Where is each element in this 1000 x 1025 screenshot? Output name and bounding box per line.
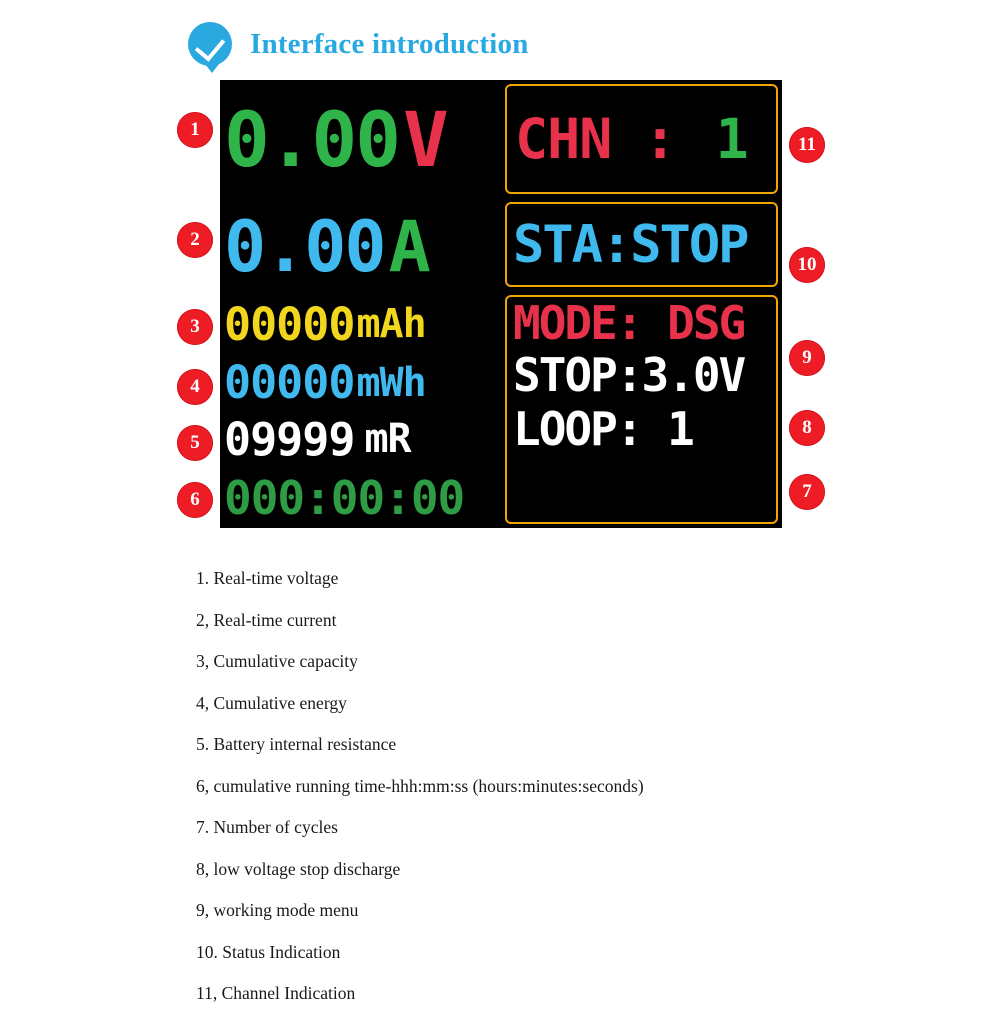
list-item: 8, low voltage stop discharge <box>196 858 401 879</box>
callout-6: 6 <box>177 482 213 518</box>
mode-line: MODE: DSG <box>513 296 745 350</box>
energy-value: 00000 <box>224 356 355 409</box>
list-item: 3, Cumulative capacity <box>196 651 358 671</box>
voltage-readout <box>220 80 503 200</box>
settings-box <box>505 295 778 524</box>
voltage-unit: V <box>403 95 447 184</box>
capacity-value: 00000 <box>224 297 355 351</box>
resistance-readout <box>220 410 503 468</box>
list-item: 5. Battery internal resistance <box>196 734 397 754</box>
voltage-value: 0.00 <box>224 95 400 184</box>
list-item: 6, cumulative running time-hhh:mm:ss (hours:minutes:seconds) <box>196 775 644 796</box>
section-header <box>188 22 529 66</box>
channel-value: 1 <box>715 107 748 171</box>
runtime-readout: 000:00:00 <box>224 471 465 525</box>
resistance-unit: mR <box>364 416 411 462</box>
status-box: STA:STOP <box>505 202 778 287</box>
capacity-readout <box>220 293 503 355</box>
energy-readout <box>220 355 503 410</box>
list-item: 10. Status Indication <box>196 941 341 962</box>
callout-5: 5 <box>177 425 213 461</box>
stop-voltage-line: STOP:3.0V <box>513 348 745 403</box>
loop-count-line: LOOP: 1 <box>513 401 693 456</box>
callout-7: 7 <box>789 474 825 510</box>
channel-box <box>505 84 778 194</box>
callout-10: 10 <box>789 247 825 283</box>
page-title: Interface introduction <box>250 27 529 60</box>
list-item: 7. Number of cycles <box>196 817 338 837</box>
resistance-value: 09999 <box>224 412 355 466</box>
callout-2: 2 <box>177 222 213 258</box>
callout-11: 11 <box>789 127 825 163</box>
list-item: 4, Cumulative energy <box>196 692 347 713</box>
energy-unit: mWh <box>356 359 426 406</box>
callout-3: 3 <box>177 309 213 345</box>
capacity-unit: mAh <box>356 301 426 347</box>
callout-8: 8 <box>789 410 825 446</box>
current-unit: A <box>388 205 429 288</box>
device-screen <box>220 80 782 528</box>
list-item: 11, Channel Indication <box>196 983 356 1003</box>
current-value: 0.00 <box>224 205 385 288</box>
list-item: 2, Real-time current <box>196 609 337 630</box>
legend-list <box>196 568 936 1025</box>
channel-label: CHN : <box>515 107 676 171</box>
callout-1: 1 <box>177 112 213 148</box>
list-item: 9, working mode menu <box>196 900 359 920</box>
check-circle-icon <box>188 22 232 66</box>
callout-4: 4 <box>177 369 213 405</box>
current-readout <box>220 200 503 293</box>
list-item: 1. Real-time voltage <box>196 568 339 588</box>
callout-9: 9 <box>789 340 825 376</box>
